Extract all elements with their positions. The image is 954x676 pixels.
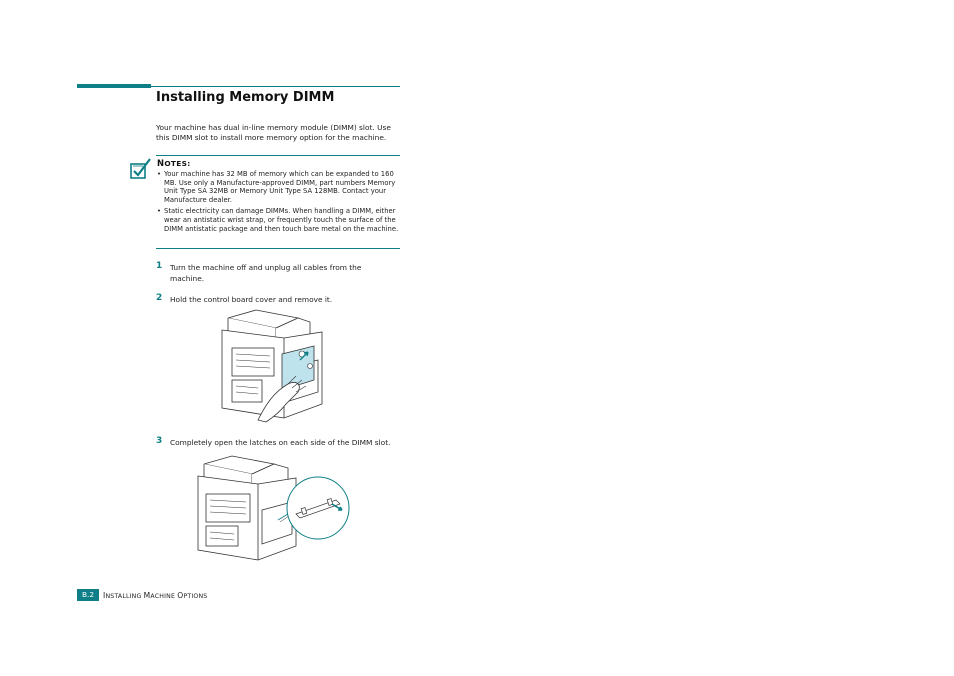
- chapter-title: INSTALLING MACHINE OPTIONS: [103, 591, 208, 600]
- header-accent-bar: [77, 84, 151, 88]
- note-checkmark-icon: [128, 156, 152, 180]
- step-2: [156, 294, 396, 305]
- note-heading: NOTES:: [157, 158, 191, 168]
- note-list: [157, 170, 403, 236]
- page-title: Installing Memory DIMM: [156, 90, 335, 105]
- note-item: • Your machine has 32 MB of memory which can be expanded to 160 MB. Use only a Manufacture-approved DIMM, part numbers Memory Unit Type SA 32MB or Memory Unit Type SA 128MB. Contact your Manufacture dealer.: [157, 170, 403, 204]
- dimm-slot-latches-illustration: [192, 452, 352, 564]
- step-text: Turn the machine off and unplug all cables from the machine.: [170, 263, 362, 283]
- note-item: • Static electricity can damage DIMMs. When handling a DIMM, either wear an antistatic wrist strap, or frequently touch the surface of the DIMM antistatic package and then touch bare metal on the machine.: [157, 207, 403, 233]
- header-rule: [151, 86, 400, 87]
- step-1: [156, 262, 386, 284]
- note-bottom-rule: [156, 248, 400, 249]
- step-text: Completely open the latches on each side of the DIMM slot.: [170, 438, 391, 447]
- note-top-rule: [156, 155, 400, 156]
- intro-paragraph: Your machine has dual in-line memory module (DIMM) slot. Use this DIMM slot to install more memory option for the machine.: [156, 123, 391, 142]
- remove-control-board-cover-illustration: [214, 308, 334, 424]
- page-number-badge: B.2: [77, 589, 99, 601]
- step-text: Hold the control board cover and remove it.: [170, 295, 333, 304]
- step-number: 1: [156, 261, 163, 271]
- step-3: [156, 437, 406, 448]
- step-number: 3: [156, 436, 163, 446]
- step-number: 2: [156, 293, 163, 303]
